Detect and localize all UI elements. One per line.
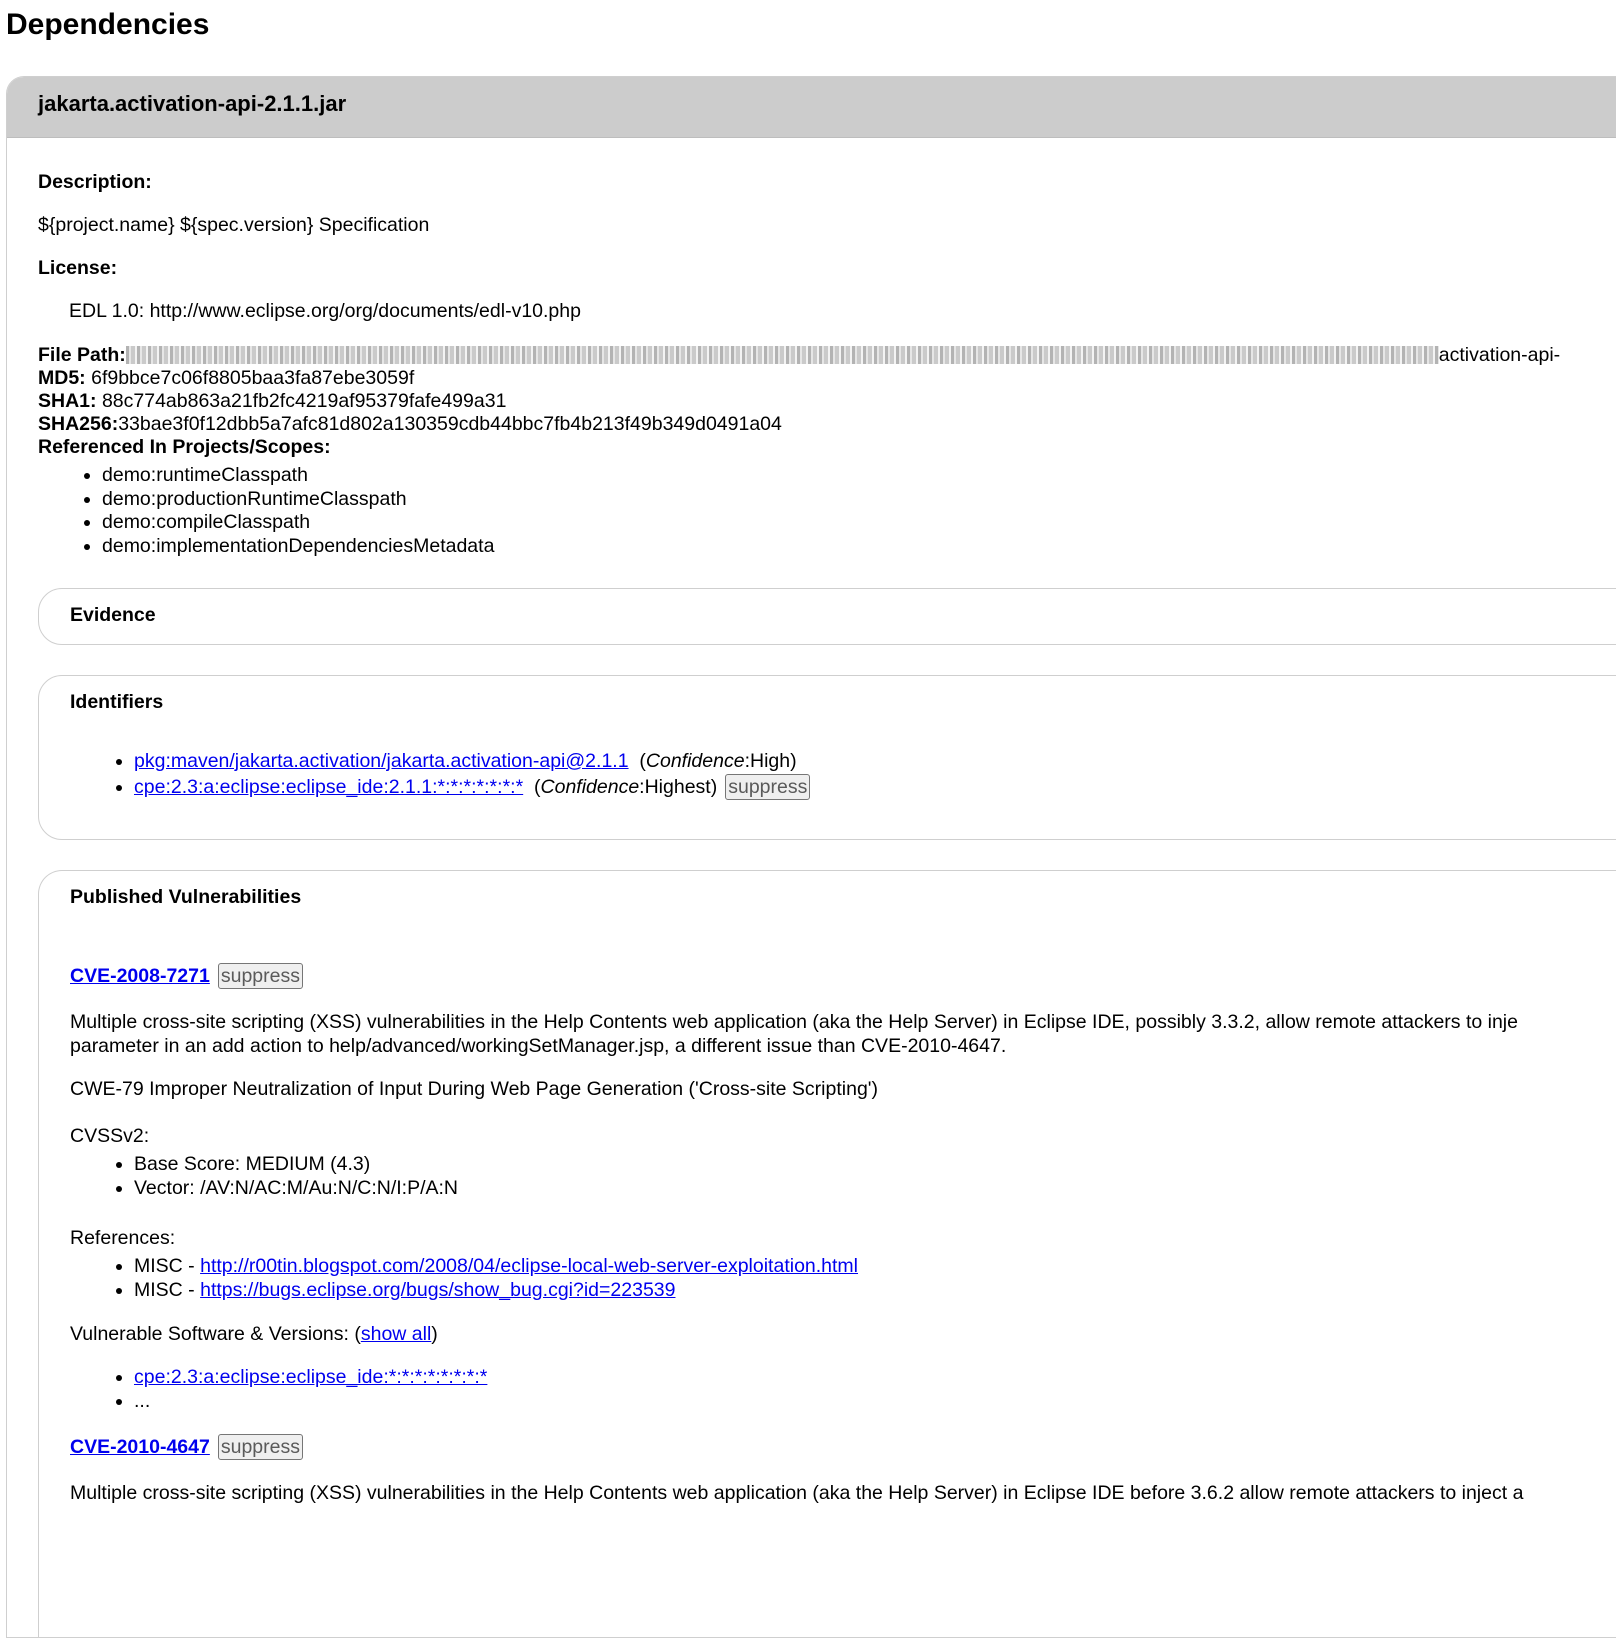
references-label: References: <box>70 1227 176 1249</box>
list-item: • demo:compileClasspath <box>102 511 494 535</box>
list-item: • demo:runtimeClasspath <box>102 464 494 488</box>
file-path-label: File Path: <box>38 344 126 366</box>
file-path-tail: activation-api- <box>1438 344 1561 366</box>
sha256-row <box>38 412 782 436</box>
vulnerable-list <box>114 1366 487 1413</box>
page-title: Dependencies <box>6 8 210 41</box>
reference-item <box>134 1255 858 1279</box>
confidence-label: Confidence <box>540 776 640 798</box>
identifier-item: • cpe:2.3:a:eclipse:eclipse_ide:2.1.1:*:*:*:*:*:*:* (Confidence:Highest) suppress <box>134 774 810 800</box>
cve-description <box>70 1011 1518 1058</box>
suppress-button[interactable]: suppress <box>218 1434 303 1460</box>
vulnerable-software-row <box>70 1322 438 1346</box>
description-label: Description: <box>38 171 152 193</box>
referenced-label: Referenced In Projects/Scopes: <box>38 436 331 458</box>
sha1-label: SHA1: <box>38 390 97 412</box>
show-all-link[interactable]: show all <box>360 1323 432 1345</box>
reference-link[interactable]: https://bugs.eclipse.org/bugs/show_bug.cgi?id=223539 <box>200 1278 676 1301</box>
reference-source: MISC - <box>134 1278 201 1301</box>
cve-link[interactable]: CVE-2008-7271 <box>70 965 210 987</box>
license-label: License: <box>38 257 118 279</box>
identifier-link[interactable]: pkg:maven/jakarta.activation/jakarta.activation-api@2.1.1 <box>134 750 629 772</box>
md5-row <box>38 366 414 390</box>
cve-description: Multiple cross-site scripting (XSS) vulnerabilities in the Help Contents web application (aka the Help Server) in Eclipse IDE before 3.6.2 allow remote attackers to inject a <box>70 1482 1524 1504</box>
vulnerabilities-panel <box>38 870 1616 1638</box>
dependency-card <box>6 76 1616 1638</box>
md5-value: 6f9bbce7c06f8805baa3fa87ebe3059f <box>91 367 415 389</box>
confidence-value: Highest <box>644 776 711 798</box>
vulnerable-close: ) <box>431 1323 438 1345</box>
cwe-text: CWE-79 Improper Neutralization of Input During Web Page Generation ('Cross-site Scripting') <box>70 1078 879 1100</box>
file-path-row <box>38 343 1560 367</box>
sha1-row <box>38 389 506 413</box>
identifiers-title[interactable]: Identifiers <box>70 691 164 713</box>
confidence-label: Confidence <box>645 750 745 772</box>
identifier-item: • pkg:maven/jakarta.activation/jakarta.activation-api@2.1.1 (Confidence:High) <box>134 748 810 774</box>
vulnerable-item: • ... <box>134 1390 487 1414</box>
vulnerable-cpe-link[interactable]: cpe:2.3:a:eclipse:eclipse_ide:*:*:*:*:*:*:*:* <box>134 1366 488 1388</box>
md5-label: MD5: <box>38 367 86 389</box>
evidence-title: Evidence <box>70 604 156 626</box>
sha1-value: 88c774ab863a21fb2fc4219af95379fafe499a31 <box>101 390 507 412</box>
reference-item <box>134 1279 858 1303</box>
description-line: parameter in an add action to help/advanced/workingSetManager.jsp, a different issue than CVE-2010-4647. <box>70 1034 1007 1057</box>
reference-link[interactable]: http://r00tin.blogspot.com/2008/04/eclipse-local-web-server-exploitation.html <box>200 1255 859 1277</box>
scope-list <box>82 464 494 558</box>
identifier-link[interactable]: cpe:2.3:a:eclipse:eclipse_ide:2.1.1:*:*:*:*:*:*:* <box>134 776 524 798</box>
suppress-button[interactable]: suppress <box>725 774 810 800</box>
suppress-button[interactable]: suppress <box>218 963 303 989</box>
cvss-vector: • Vector: /AV:N/AC:M/Au:N/C:N/I:P/A:N <box>134 1177 458 1201</box>
description-line: Multiple cross-site scripting (XSS) vulnerabilities in the Help Contents web application (aka the Help Server) in Eclipse IDE, possibly 3.3.2, allow remote attackers to inje <box>70 1011 1518 1033</box>
confidence-value: High <box>749 750 791 772</box>
license-text: EDL 1.0: http://www.eclipse.org/org/documents/edl-v10.php <box>69 300 581 322</box>
vulnerabilities-title[interactable]: Published Vulnerabilities <box>70 886 302 908</box>
sha256-label: SHA256: <box>38 413 119 435</box>
cve-heading <box>70 1434 303 1460</box>
cvss-label: CVSSv2: <box>70 1125 150 1147</box>
sha256-value: 33bae3f0f12dbb5a7afc81d802a130359cdb44bbc7fb4b213f49b349d0491a04 <box>118 413 782 435</box>
cvss-list <box>114 1153 458 1200</box>
cve-heading <box>70 963 303 989</box>
dependency-header[interactable] <box>7 77 1616 138</box>
list-item: • demo:implementationDependenciesMetadata <box>102 535 494 559</box>
description-text: ${project.name} ${spec.version} Specification <box>38 214 430 236</box>
base-score: • Base Score: MEDIUM (4.3) <box>134 1153 458 1177</box>
identifier-list <box>114 748 810 800</box>
reference-source: MISC - <box>134 1255 201 1277</box>
references-list <box>114 1255 858 1302</box>
redacted-path <box>126 346 1439 364</box>
evidence-panel[interactable] <box>38 588 1616 645</box>
vulnerable-item <box>134 1366 487 1390</box>
vulnerable-label: Vulnerable Software & Versions: ( <box>70 1323 361 1345</box>
cve-link[interactable]: CVE-2010-4647 <box>70 1436 210 1458</box>
dependency-name: jakarta.activation-api-2.1.1.jar <box>38 91 347 116</box>
list-item: • demo:productionRuntimeClasspath <box>102 488 494 512</box>
identifiers-panel <box>38 675 1616 840</box>
